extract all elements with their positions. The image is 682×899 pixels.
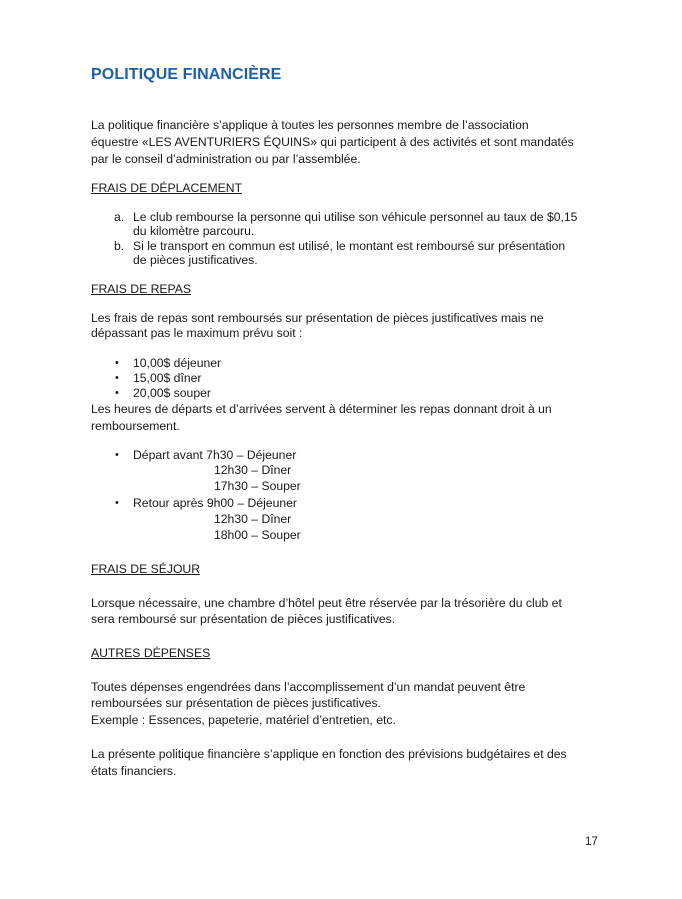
autres-line: Toutes dépenses engendrées dans l’accomplissement d’un mandat peuvent être (91, 680, 526, 694)
intro-line: équestre «LES AVENTURIERS ÉQUINS» qui participent à des activités et sont mandatés (91, 135, 574, 149)
bullet: • (115, 357, 119, 369)
section-heading-sejour: FRAIS DE SÉJOUR (91, 562, 201, 576)
bullet: • (115, 449, 119, 461)
closing-line: La présente politique financière s’applique en fonction des prévisions budgétaires et des (91, 747, 567, 761)
bullet: • (115, 497, 119, 509)
bullet: • (115, 387, 119, 399)
schedule-retour: Retour après 9h00 – Déjeuner (133, 496, 297, 510)
section-heading-autres: AUTRES DÉPENSES (91, 646, 211, 660)
page-number: 17 (585, 836, 598, 848)
maximum-item: 10,00$ déjeuner (133, 356, 222, 370)
schedule-depart: Départ avant 7h30 – Déjeuner (133, 448, 297, 462)
bullet: • (115, 372, 119, 384)
sejour-line: sera remboursé sur présentation de pièces justificatives. (91, 612, 396, 626)
list-item-line: Si le transport en commun est utilisé, le montant est remboursé sur présentation (133, 239, 566, 253)
schedule-sub: 12h30 – Dîner (214, 463, 292, 477)
maximum-item: 15,00$ dîner (133, 371, 202, 385)
maximum-item: 20,00$ souper (133, 386, 211, 400)
autres-line: Exemple : Essences, papeterie, matériel d’entretien, etc. (91, 713, 396, 727)
repas-hours-line: remboursement. (91, 419, 180, 433)
schedule-sub: 12h30 – Dîner (214, 512, 292, 526)
repas-intro-line: dépassant pas le maximum prévu soit : (91, 326, 303, 340)
schedule-sub: 18h00 – Souper (214, 528, 301, 542)
repas-intro-line: Les frais de repas sont remboursés sur présentation de pièces justificatives mais ne (91, 311, 544, 325)
intro-line: La politique financière s’applique à toutes les personnes membre de l’association (91, 118, 529, 132)
list-marker: b. (114, 239, 125, 253)
section-heading-repas: FRAIS DE REPAS (91, 282, 192, 296)
repas-hours-line: Les heures de départs et d’arrivées servent à déterminer les repas donnant droit à un (91, 402, 552, 416)
list-marker: a. (114, 210, 125, 224)
list-item-line: Le club rembourse la personne qui utilise son véhicule personnel au taux de $0,15 (133, 210, 578, 224)
schedule-sub: 17h30 – Souper (214, 479, 301, 493)
closing-line: états financiers. (91, 764, 177, 778)
page-title: POLITIQUE FINANCIÈRE (91, 66, 282, 83)
section-heading-deplacement: FRAIS DE DÉPLACEMENT (91, 181, 243, 195)
list-item-line: de pièces justificatives. (133, 253, 258, 267)
intro-line: par le conseil d’administration ou par l’assemblée. (91, 152, 361, 166)
list-item-line: du kilomètre parcouru. (133, 224, 255, 238)
sejour-line: Lorsque nécessaire, une chambre d’hôtel peut être réservée par la trésorière du club et (91, 596, 562, 610)
autres-line: remboursées sur présentation de pièces justificatives. (91, 696, 381, 710)
